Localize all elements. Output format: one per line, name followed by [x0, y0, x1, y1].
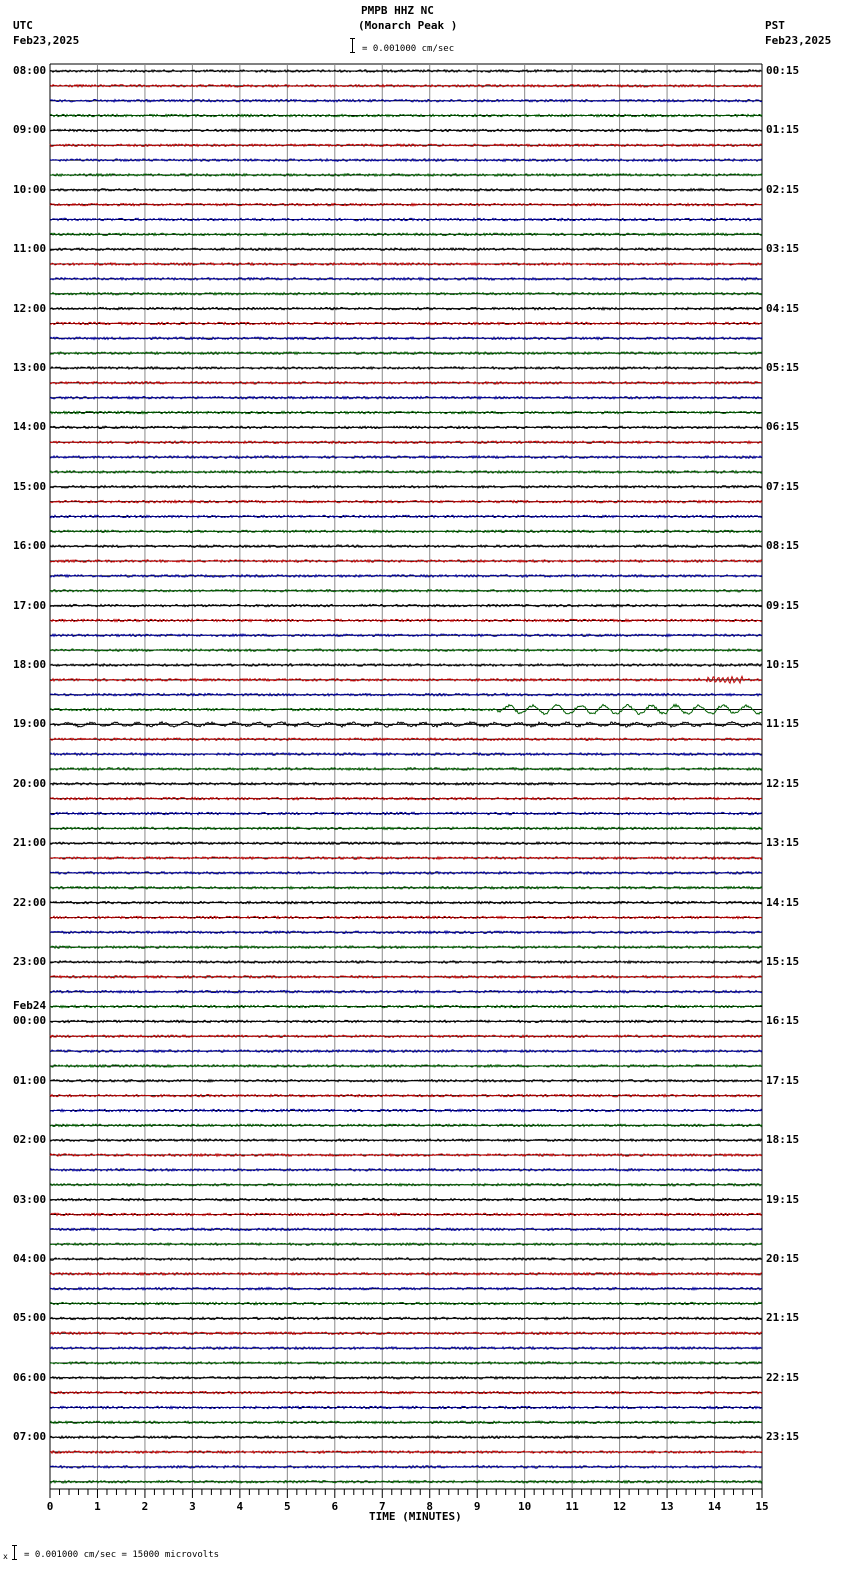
pst-hour-label: 10:15 — [766, 658, 800, 671]
x-axis-title: TIME (MINUTES) — [369, 1510, 462, 1523]
utc-hour-label: 15:00 — [13, 479, 47, 493]
pst-hour-label: 15:15 — [766, 955, 800, 968]
x-tick-label: 13 — [660, 1500, 674, 1513]
utc-hour-label: 22:00 — [13, 895, 47, 909]
pst-hour-label: 11:15 — [766, 717, 800, 731]
x-tick-label: 8 — [426, 1500, 434, 1513]
x-tick-label: 5 — [284, 1500, 291, 1513]
pst-hour-label: 05:15 — [766, 361, 800, 374]
pst-hour-label: 12:15 — [766, 776, 800, 790]
utc-hour-label: 13:00 — [13, 361, 47, 374]
utc-hour-label: 12:00 — [13, 301, 47, 315]
scale-label: = 0.001000 cm/sec — [362, 44, 455, 54]
utc-hour-label: 09:00 — [13, 123, 47, 137]
utc-hour-label: 05:00 — [13, 1311, 47, 1325]
utc-hour-label: 14:00 — [13, 420, 47, 434]
pst-hour-label: 03:15 — [766, 242, 800, 256]
footer-scale-note: = 0.001000 cm/sec = 15000 microvolts — [24, 1550, 220, 1560]
pst-hour-label: 01:15 — [766, 123, 800, 137]
pst-hour-label: 18:15 — [766, 1133, 800, 1147]
footer-marker: x — [3, 1552, 8, 1561]
pst-hour-label: 23:15 — [766, 1430, 800, 1444]
right-date: Feb23,2025 — [765, 34, 832, 47]
pst-hour-label: 17:15 — [766, 1073, 800, 1087]
pst-hour-label: 06:15 — [766, 420, 800, 434]
x-tick-label: 7 — [378, 1500, 386, 1513]
x-tick-label: 3 — [189, 1500, 196, 1513]
station-title: PMPB HHZ NC — [361, 4, 434, 17]
pst-hour-label: 19:15 — [766, 1192, 800, 1206]
x-tick-label: 12 — [612, 1500, 627, 1513]
x-tick-label: 15 — [755, 1500, 769, 1513]
left-timezone: UTC — [13, 19, 33, 32]
pst-hour-label: 22:15 — [766, 1370, 800, 1384]
pst-hour-label: 04:15 — [766, 301, 800, 315]
utc-hour-label: 01:00 — [13, 1073, 47, 1087]
x-tick-label: 11 — [565, 1500, 579, 1513]
x-tick-label: 4 — [236, 1500, 244, 1513]
pst-hour-label: 00:15 — [766, 64, 800, 77]
utc-hour-label: 11:00 — [13, 242, 47, 256]
utc-hour-label: 08:00 — [13, 64, 47, 77]
utc-hour-label: 06:00 — [13, 1370, 47, 1384]
x-tick-label: 0 — [46, 1500, 54, 1513]
utc-hour-label: 03:00 — [13, 1192, 47, 1206]
pst-hour-label: 13:15 — [766, 836, 800, 850]
pst-hour-label: 09:15 — [766, 598, 800, 612]
utc-hour-label: 16:00 — [13, 539, 47, 553]
utc-hour-label: 17:00 — [13, 598, 47, 612]
x-tick-label: 14 — [707, 1500, 722, 1513]
x-tick-label: 1 — [94, 1500, 101, 1513]
pst-hour-label: 14:15 — [766, 895, 800, 909]
pst-hour-label: 20:15 — [766, 1252, 800, 1265]
left-date: Feb23,2025 — [13, 34, 80, 47]
pst-hour-label: 07:15 — [766, 479, 800, 493]
utc-hour-label: 04:00 — [13, 1252, 47, 1265]
pst-hour-label: 02:15 — [766, 182, 800, 196]
x-tick-label: 9 — [473, 1500, 481, 1513]
utc-hour-label: 21:00 — [13, 836, 47, 850]
x-tick-label: 6 — [331, 1500, 339, 1513]
utc-hour-label: 07:00 — [13, 1430, 47, 1444]
x-tick-label: 2 — [141, 1500, 149, 1513]
pst-hour-label: 21:15 — [766, 1311, 800, 1325]
right-timezone: PST — [765, 19, 785, 32]
utc-hour-label: 19:00 — [13, 717, 47, 731]
x-tick-label: 10 — [518, 1500, 532, 1513]
footer-scale-bar-icon — [12, 1545, 17, 1560]
utc-hour-label: 00:00 — [13, 1014, 47, 1028]
utc-hour-label: 23:00 — [13, 955, 47, 968]
date-change-label: Feb24 — [13, 999, 47, 1013]
utc-hour-label: 02:00 — [13, 1133, 47, 1147]
utc-hour-label: 18:00 — [13, 658, 47, 671]
pst-hour-label: 08:15 — [766, 539, 800, 553]
pst-hour-label: 16:15 — [766, 1014, 800, 1028]
site-name: (Monarch Peak ) — [358, 19, 458, 32]
utc-hour-label: 10:00 — [13, 182, 47, 196]
utc-hour-label: 20:00 — [13, 776, 47, 790]
